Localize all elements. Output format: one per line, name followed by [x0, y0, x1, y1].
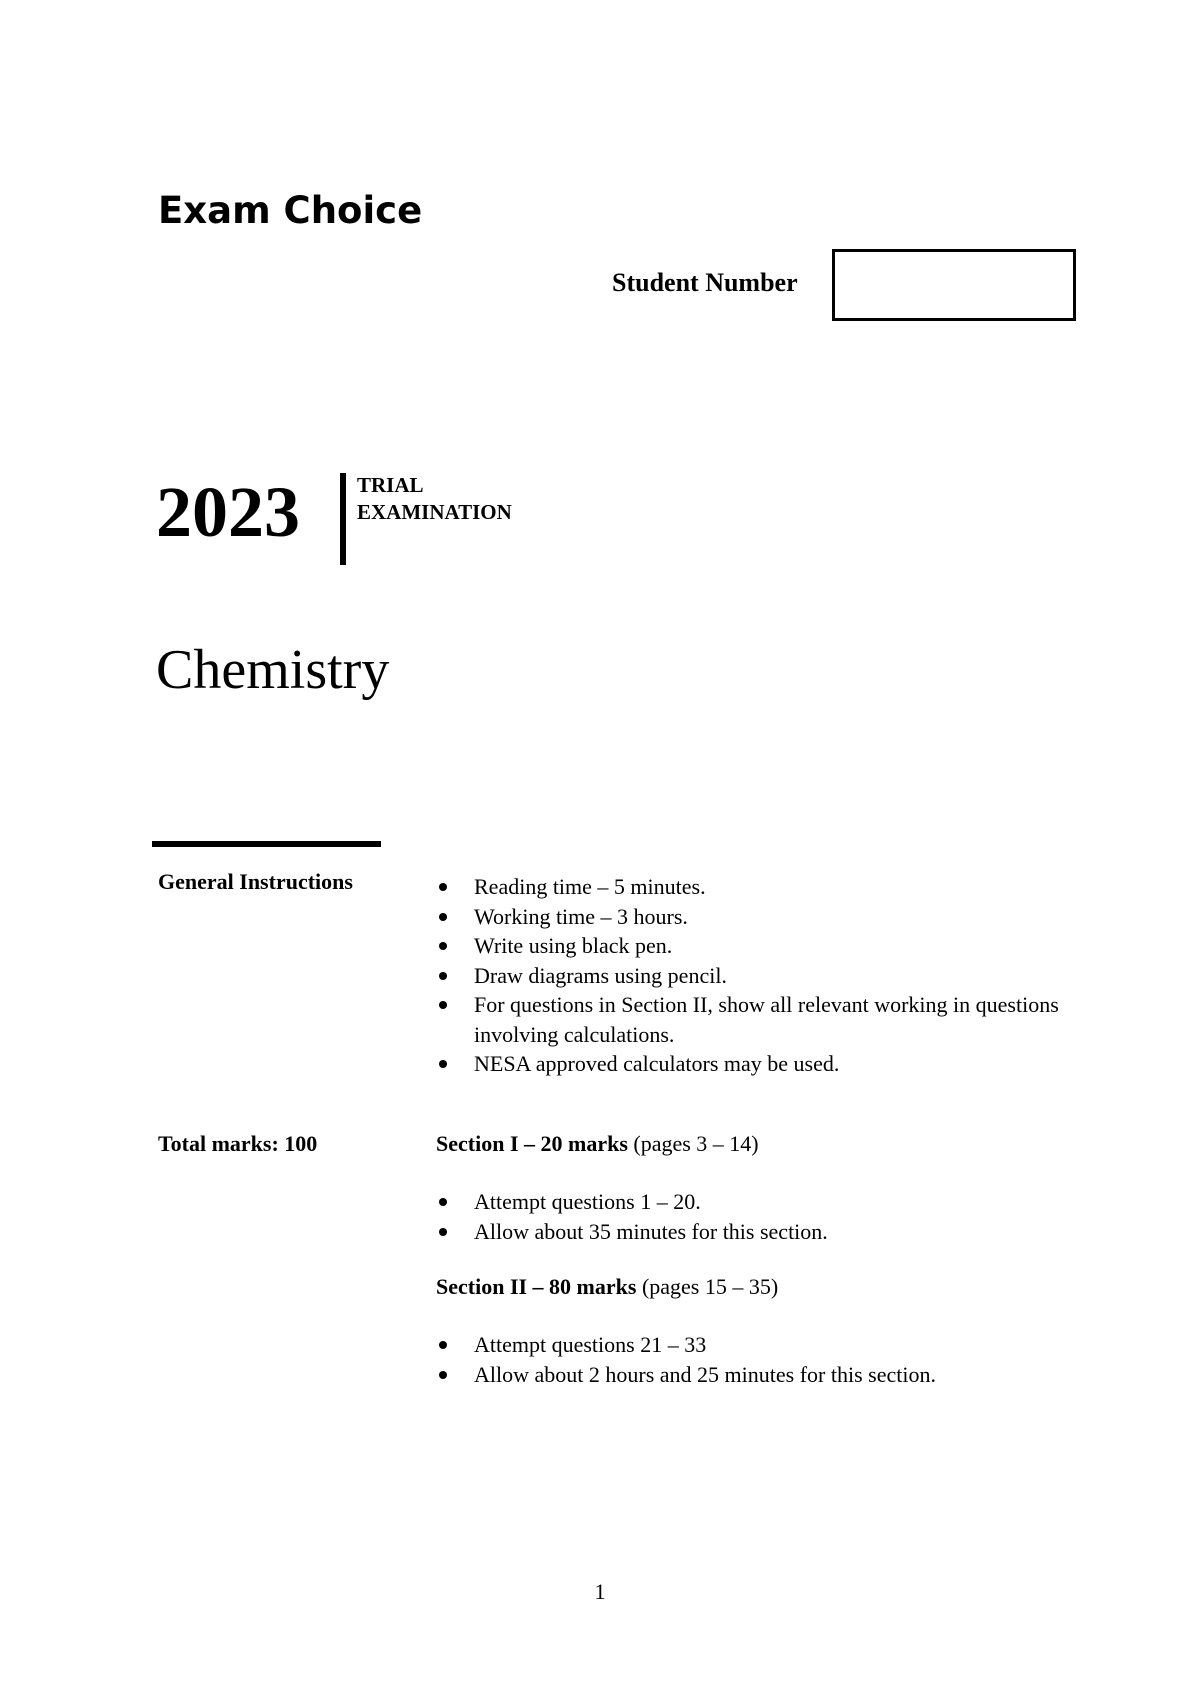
section-2-heading: [436, 1276, 778, 1298]
year-divider: [340, 473, 346, 565]
section-1-list: [436, 1187, 1076, 1246]
general-instructions-label: General Instructions: [158, 869, 353, 894]
section-item: [436, 1187, 1076, 1217]
instruction-text: NESA approved calculators may be used.: [474, 1051, 840, 1076]
instruction-text: Write using black pen.: [474, 933, 673, 958]
instruction-text: Draw diagrams using pencil.: [474, 962, 727, 988]
subject-title: Chemistry: [156, 639, 390, 701]
instruction-text: For questions in Section II, show all relevant working in questions involving calculations.: [474, 992, 1059, 1047]
section-1-heading: [436, 1133, 759, 1155]
student-number-box[interactable]: [832, 249, 1076, 321]
section-1-heading-bold: Section I – 20 marks: [436, 1131, 628, 1156]
bullet-icon: [439, 1341, 447, 1349]
section-2-heading-bold: Section II – 80 marks: [436, 1274, 637, 1299]
exam-type-line-1: TRIAL: [357, 473, 424, 497]
section-item-text: Allow about 35 minutes for this section.: [474, 1218, 828, 1244]
bullet-icon: [439, 913, 447, 921]
section-2-list: [436, 1330, 1076, 1389]
bullet-icon: [439, 942, 447, 950]
section-item: [436, 1217, 1076, 1247]
bullet-icon: [439, 1371, 447, 1379]
section-item: [436, 1360, 1076, 1390]
bullet-icon: [439, 1060, 447, 1068]
section-item-text: Attempt questions 1 – 20.: [474, 1189, 701, 1214]
page-number: 1: [594, 1579, 606, 1604]
exam-type: [357, 472, 512, 526]
instruction-item: [436, 1049, 1076, 1079]
section-1-heading-pages: (pages 3 – 14): [627, 1131, 759, 1156]
exam-year: 2023: [156, 472, 300, 552]
bullet-icon: [439, 972, 447, 980]
student-number-label: Student Number: [612, 268, 798, 297]
instruction-item: [436, 990, 1076, 1049]
instruction-text: Working time – 3 hours.: [474, 903, 688, 929]
instructions-rule: [152, 841, 381, 847]
exam-type-line-2: EXAMINATION: [357, 500, 512, 524]
brand-title: Exam Choice: [158, 189, 423, 232]
bullet-icon: [439, 1001, 447, 1009]
section-2-heading-pages: (pages 15 – 35): [636, 1274, 779, 1299]
section-item-text: Attempt questions 21 – 33: [474, 1332, 707, 1357]
section-item: [436, 1330, 1076, 1360]
instruction-item: [436, 931, 1076, 961]
instruction-item: [436, 961, 1076, 991]
total-marks-label: Total marks: 100: [158, 1131, 318, 1156]
bullet-icon: [439, 883, 447, 891]
section-item-text: Allow about 2 hours and 25 minutes for this section.: [474, 1361, 936, 1387]
bullet-icon: [439, 1198, 447, 1206]
bullet-icon: [439, 1228, 447, 1236]
instruction-item: [436, 902, 1076, 932]
instruction-item: [436, 872, 1076, 902]
instruction-text: Reading time – 5 minutes.: [474, 874, 706, 899]
general-instructions-list: [436, 872, 1076, 1079]
